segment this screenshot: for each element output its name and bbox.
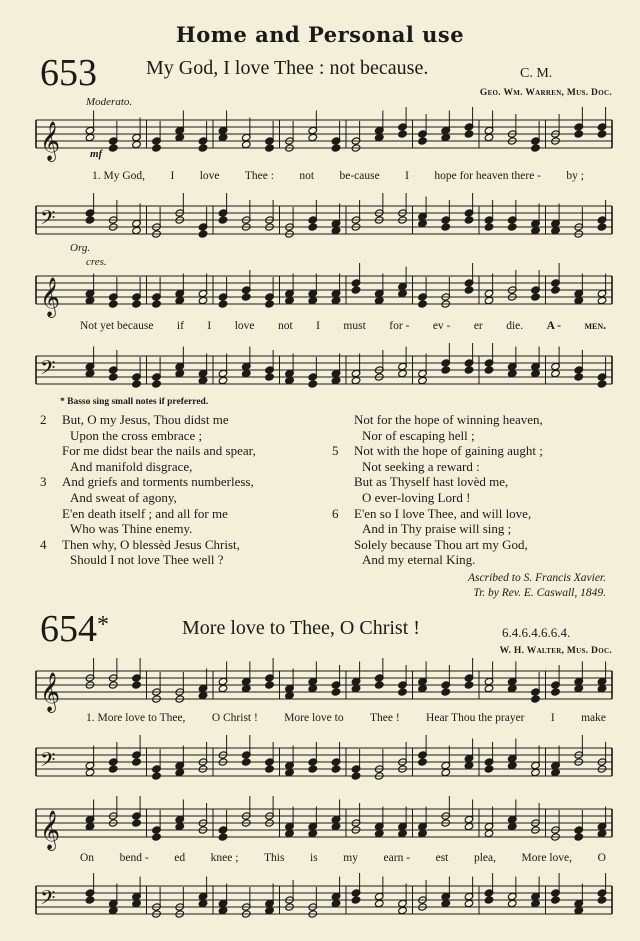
note-head [331,688,341,696]
note-head [331,376,341,384]
tempo-marking: Moderato. [86,96,133,108]
verse-text: Nor of escaping hell ; [362,427,475,443]
note-head [418,376,428,384]
basso-footnote: * Basso sing small notes if preferred. [60,397,209,407]
note-head [374,899,384,907]
note-head [241,758,251,766]
bass-clef-icon: 𝄢 [40,748,56,776]
lyric-syllable: I [316,320,320,332]
note-head [551,688,561,696]
note-head [398,289,408,297]
lyric-syllable: love [199,170,220,182]
verse-number: 5 [332,443,339,459]
page-header: Home and Personal use [175,22,465,47]
note-head [418,684,428,692]
attribution-translator: Tr. by Rev. E. Caswall, 1849. [473,587,606,599]
note-head [85,369,95,377]
note-head [152,833,162,841]
verse-text: But as Thyself hast lovèd me, [354,474,509,490]
lyric-syllable: knee ; [210,852,239,864]
note-head [574,373,584,381]
note-head [484,366,494,374]
note-head [85,296,95,304]
hymn-654-lyrics-line2 [80,852,606,864]
note-head [218,906,228,914]
note-head [484,223,494,231]
treble-clef-icon: 𝄞 [40,277,61,317]
note-head [464,899,474,907]
note-head [597,296,607,304]
note-head [331,822,341,830]
lyric-syllable: er [473,320,483,332]
note-head [484,133,494,141]
note-head [418,219,428,227]
hymn-653-system1-treble-staff [36,114,612,164]
note-head [132,226,142,234]
treble-clef-icon: 𝄞 [40,121,61,161]
lyric-syllable: men. [584,320,606,332]
note-head [308,296,318,304]
note-head [308,684,318,692]
lyric-syllable: not [299,170,315,182]
note-head [464,822,474,830]
verse-text: E'en so I love Thee, and will love, [354,505,532,521]
note-head [597,130,607,138]
note-head [241,369,251,377]
note-head [175,369,185,377]
lyric-syllable: be-cause [339,170,380,182]
hymn-654-system1-treble-staff [36,665,612,715]
note-head [331,226,341,234]
lyric-syllable: bend - [119,852,149,864]
note-head [398,829,408,837]
verse-text: Not seeking a reward : [362,458,480,474]
lyric-syllable: More love to [284,712,344,724]
lyric-syllable: 1. My God, [92,170,146,182]
verse-line [40,521,256,537]
lyric-syllable: O Christ ! [211,712,258,724]
verse-text: And my eternal King. [362,552,476,568]
verse-text: But, O my Jesus, Thou didst me [62,412,229,427]
hymn-653-number: 653 [40,52,97,94]
hymn-654-composer: W. H. Walter, Mus. Doc. [499,646,612,656]
verse-text: E'en death itself ; and all for me [62,505,228,521]
note-head [331,144,341,152]
note-head [418,137,428,145]
note-head [351,376,361,384]
verse-text: O ever-loving Lord ! [362,489,471,505]
lyric-syllable: not [277,320,293,332]
lyric-syllable: est [435,852,449,864]
note-head [351,896,361,904]
verse-line [40,459,256,475]
note-head [108,144,118,152]
lyric-syllable: Thee ! [369,712,400,724]
note-head [198,296,208,304]
note-head [597,896,607,904]
verse-number: 4 [40,536,47,552]
note-head [374,296,384,304]
lyric-syllable: I [550,712,555,724]
note-head [108,300,118,308]
note-head [464,130,474,138]
hymn-654-mark: * [97,612,109,638]
lyric-syllable: for - [389,320,410,332]
note-head [574,684,584,692]
verse-line [40,428,256,444]
verse-line [332,521,543,537]
note-head [308,765,318,773]
note-head [241,684,251,692]
verse-number: 6 [332,505,339,521]
note-head [597,223,607,231]
lyric-syllable: I [207,320,212,332]
verse-text: Solely because Thou art my God, [354,536,528,552]
note-head [551,768,561,776]
verse-text: Who was Thine enemy. [70,521,193,537]
lyric-syllable: ev - [432,320,451,332]
note-head [441,899,451,907]
lyric-syllable: make [581,712,606,724]
note-head [198,230,208,238]
note-head [484,684,494,692]
lyric-syllable: ed [174,852,186,864]
verse-text: For me didst bear the nails and spear, [62,443,256,459]
note-head [531,768,541,776]
note-head [198,144,208,152]
note-head [507,223,517,231]
note-head [218,133,228,141]
hymn-654-number [40,610,109,648]
note-head [441,366,451,374]
lyric-syllable: die. [506,320,524,332]
note-head [418,300,428,308]
lyric-syllable: This [264,852,285,864]
note-head [85,216,95,224]
note-head [351,772,361,780]
treble-clef-icon: 𝄞 [40,810,61,850]
note-head [507,684,517,692]
verse-line [40,412,256,428]
note-head [351,286,361,294]
note-head [484,765,494,773]
lyric-syllable: love [234,320,255,332]
verse-line [332,443,543,459]
organ-marking: Org. [70,242,91,254]
note-head [441,688,451,696]
note-head [374,829,384,837]
attribution-author: Ascribed to S. Francis Xavier. [468,572,606,584]
bass-clef-icon: 𝄢 [40,206,56,234]
note-head [265,765,275,773]
note-head [597,380,607,388]
treble-clef-icon: 𝄞 [40,672,61,712]
note-head [218,684,228,692]
verse-line [332,506,543,522]
hymn-653-verses-right [332,412,543,568]
note-head [218,300,228,308]
lyric-syllable: earn - [383,852,411,864]
note-head [265,300,275,308]
note-head [574,296,584,304]
verse-line [332,459,543,475]
note-head [331,296,341,304]
note-head [175,768,185,776]
lyric-syllable: I [405,170,409,182]
note-head [551,896,561,904]
hymn-653-system2-bass-staff [36,350,612,400]
hymn-654-system1-bass-staff [36,742,612,792]
note-head [351,684,361,692]
verse-text: Not for the hope of winning heaven, [354,412,543,427]
note-head [108,373,118,381]
note-head [285,768,295,776]
lyric-syllable: I [170,170,175,182]
note-head [398,906,408,914]
hymn-653-title: My God, I love Thee : not because. [146,57,429,79]
note-head [285,296,295,304]
note-head [551,369,561,377]
note-head [484,896,494,904]
note-head [265,906,275,914]
note-head [132,300,142,308]
lyric-syllable: must [343,320,366,332]
verse-number: 3 [40,474,47,490]
verse-line [40,443,256,459]
note-head [132,758,142,766]
verse-line [332,412,543,428]
verse-line [332,490,543,506]
note-head [85,133,95,141]
note-head [152,144,162,152]
note-head [531,695,541,703]
verse-number: 2 [40,412,47,427]
verse-line [40,490,256,506]
bass-clef-icon: 𝄢 [40,356,56,384]
note-head [574,906,584,914]
lyric-syllable: is [310,852,318,864]
verse-text: And sweat of agony, [70,489,177,505]
verse-line [332,537,543,553]
note-head [398,369,408,377]
note-head [132,899,142,907]
note-head [152,380,162,388]
hymn-654-meter: 6.4.6.4.6.6.4. [502,625,571,640]
lyric-syllable: my [343,852,358,864]
note-head [285,376,295,384]
note-head [464,216,474,224]
note-head [331,765,341,773]
lyric-syllable: A - [546,320,561,332]
note-head [132,819,142,827]
lyric-syllable: Hear Thou the prayer [426,712,525,724]
note-head [308,223,318,231]
dynamic-mf: mf [90,148,103,160]
hymn-653-verses-left [40,412,256,568]
verse-line [40,552,256,568]
bass-clef-icon: 𝄢 [40,886,56,914]
note-head [441,133,451,141]
note-head [265,144,275,152]
hymn-654-title: More love to Thee, O Christ ! [182,617,420,639]
note-head [175,133,185,141]
note-head [507,899,517,907]
note-head [374,133,384,141]
note-head [108,906,118,914]
note-head [85,768,95,776]
note-head [285,829,295,837]
note-head [551,226,561,234]
note-head [85,896,95,904]
note-head [574,130,584,138]
note-head [265,373,275,381]
verse-text: And manifold disgrace, [70,458,193,474]
verse-line [40,474,256,490]
note-head [198,899,208,907]
note-head [218,216,228,224]
note-head [241,140,251,148]
note-head [198,691,208,699]
verse-line [332,552,543,568]
note-head [132,380,142,388]
note-head [507,822,517,830]
note-head [441,223,451,231]
note-head [574,833,584,841]
verse-text: Upon the cross embrace ; [70,427,203,443]
hymn-654-number-text: 654 [40,608,97,650]
note-head [464,681,474,689]
verse-line [332,428,543,444]
hymn-653-system2-treble-staff [36,270,612,320]
note-head [108,765,118,773]
note-head [531,369,541,377]
note-head [308,133,318,141]
note-head [551,286,561,294]
lyric-syllable: hope for heaven there - [434,170,542,182]
note-head [132,140,142,148]
note-head [285,691,295,699]
note-head [597,829,607,837]
hymn-654-system2-bass-staff [36,880,612,930]
note-head [218,376,228,384]
note-head [507,369,517,377]
note-head [175,296,185,304]
verse-line [40,537,256,553]
note-head [265,681,275,689]
note-head [132,681,142,689]
verse-text: Then why, O blessèd Jesus Christ, [62,536,240,552]
hymn-653-lyrics-line1 [92,170,584,182]
note-head [218,833,228,841]
lyric-syllable: O [597,852,606,864]
verse-line [40,506,256,522]
verse-line [332,474,543,490]
note-head [464,366,474,374]
note-head [398,688,408,696]
note-head [241,293,251,301]
note-head [175,822,185,830]
note-head [464,761,474,769]
note-head [308,380,318,388]
verse-text: Not with the hope of gaining aught ; [354,443,543,459]
hymn-654-system2-treble-staff [36,803,612,853]
note-head [308,829,318,837]
lyric-syllable: if [176,320,184,332]
lyric-syllable: by ; [566,170,584,182]
verse-text: Should I not love Thee well ? [70,552,224,568]
cres-marking: cres. [86,256,107,268]
note-head [531,226,541,234]
note-head [152,300,162,308]
note-head [484,296,494,304]
hymn-654-lyrics-line1 [86,712,606,724]
lyric-syllable: On [80,852,95,864]
hymn-653-system1-bass-staff [36,200,612,250]
lyric-syllable: More love, [521,852,572,864]
note-head [152,772,162,780]
lyric-syllable: 1. More love to Thee, [86,712,186,724]
verse-text: And griefs and torments numberless, [62,474,254,490]
verse-text: And in Thy praise will sing ; [362,521,512,537]
hymn-653-composer: Geo. Wm. Warren, Mus. Doc. [479,88,612,98]
lyric-syllable: Thee : [244,170,274,182]
note-head [531,293,541,301]
note-head [418,758,428,766]
note-head [441,768,451,776]
hymn-653-meter: C. M. [520,66,553,81]
note-head [398,130,408,138]
note-head [464,286,474,294]
note-head [531,144,541,152]
note-head [484,829,494,837]
note-head [531,899,541,907]
note-head [331,899,341,907]
lyric-syllable: Not yet because [80,320,154,332]
note-head [374,681,384,689]
hymn-653-lyrics-line2 [80,320,606,332]
note-head [507,761,517,769]
note-head [597,684,607,692]
note-head [418,829,428,837]
note-head [85,822,95,830]
note-head [198,376,208,384]
lyric-syllable: plea, [473,852,496,864]
